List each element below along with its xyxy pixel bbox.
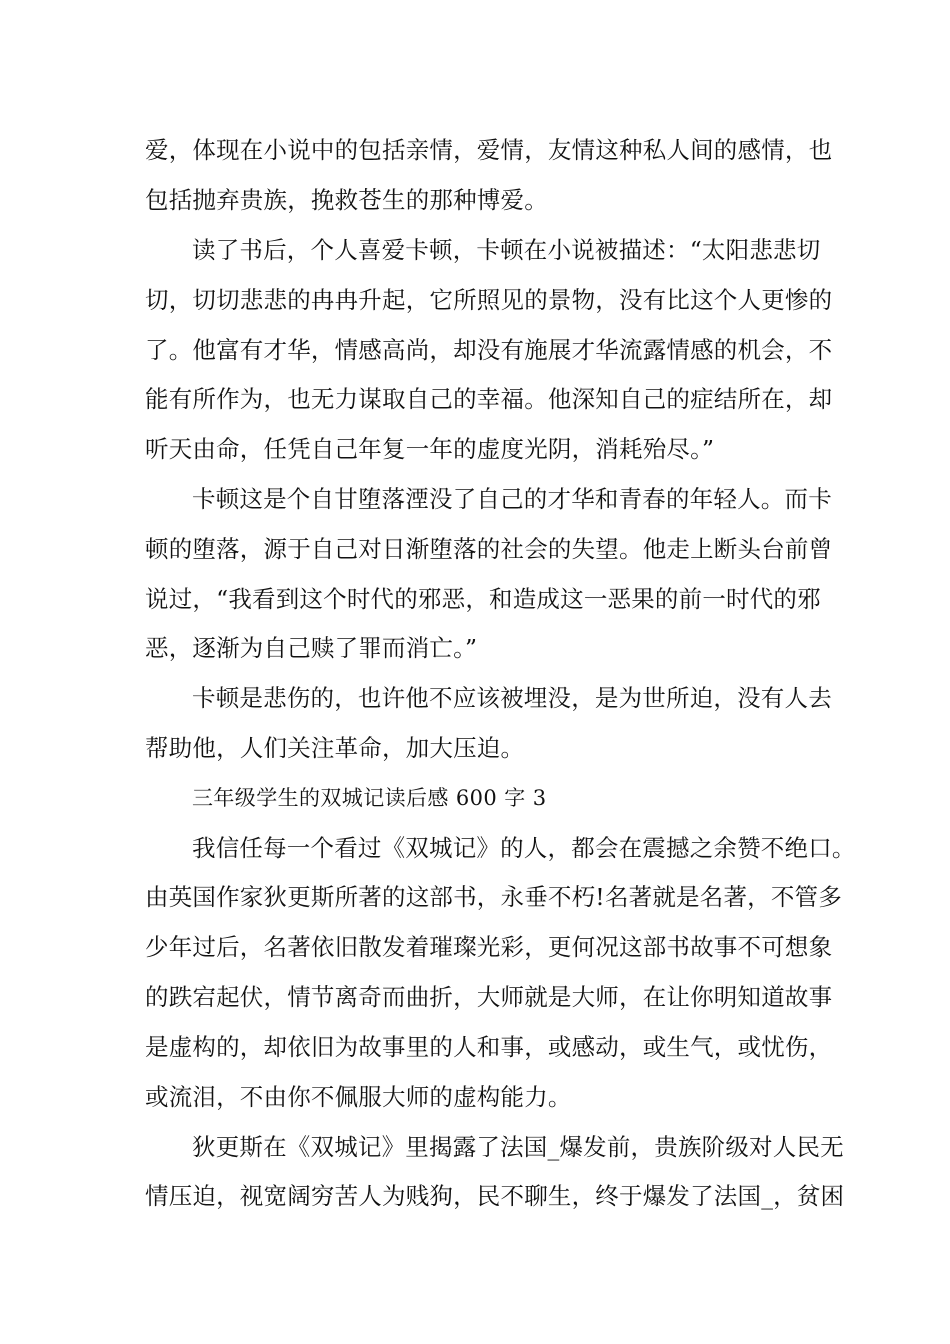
text-line: 说过，“我看到这个时代的邪恶，和造成这一恶果的前一时代的邪 <box>145 585 821 613</box>
paragraph-first-line: 卡顿是悲伤的，也许他不应该被埋没，是为世所迫，没有人去 <box>192 684 832 712</box>
text-line: 或流泪，不由你不佩服大师的虚构能力。 <box>145 1083 572 1111</box>
text-line: 帮助他，人们关注革命，加大压迫。 <box>145 734 525 762</box>
paragraph-first-line: 狄更斯在《双城记》里揭露了法国_爆发前，贵族阶级对人民无 <box>192 1133 844 1161</box>
text-line: 恶，逐渐为自己赎了罪而消亡。” <box>145 634 478 662</box>
text-line: 是虚构的，却依旧为故事里的人和事，或感动，或生气，或忧伤， <box>145 1033 833 1061</box>
text-line: 的跌宕起伏，情节离奇而曲折，大师就是大师，在让你明知道故事 <box>145 983 833 1011</box>
text-line: 切，切切悲悲的冉冉升起，它所照见的景物，没有比这个人更惨的 <box>145 286 833 314</box>
text-line: 了。他富有才华，情感高尚，却没有施展才华流露情感的机会，不 <box>145 336 833 364</box>
text-line: 爱，体现在小说中的包括亲情，爱情，友情这种私人间的感情，也 <box>145 136 833 164</box>
paragraph-first-line: 我信任每一个看过《双城记》的人，都会在震撼之余赞不绝口。 <box>192 834 856 862</box>
text-line: 少年过后，名著依旧散发着璀璨光彩，更何况这部书故事不可想象 <box>145 933 833 961</box>
text-line: 能有所作为，也无力谋取自己的幸福。他深知自己的症结所在，却 <box>145 385 833 413</box>
text-line: 顿的堕落，源于自己对日渐堕落的社会的失望。他走上断头台前曾 <box>145 535 833 563</box>
paragraph-first-line: 卡顿这是个自甘堕落湮没了自己的才华和青春的年轻人。而卡 <box>192 485 832 513</box>
text-line: 包括抛弃贵族，挽救苍生的那种博爱。 <box>145 186 548 214</box>
text-line: 由英国作家狄更斯所著的这部书，永垂不朽!名著就是名著，不管多 <box>145 883 842 911</box>
section-heading: 三年级学生的双城记读后感 600 字 3 <box>192 786 547 810</box>
text-line: 听天由命，任凭自己年复一年的虚度光阴，消耗殆尽。” <box>145 435 715 463</box>
paragraph-first-line: 读了书后，个人喜爱卡顿，卡顿在小说被描述：“太阳悲悲切 <box>192 236 821 264</box>
text-line: 情压迫，视宽阔穷苦人为贱狗，民不聊生，终于爆发了法国_，贫困 <box>145 1182 845 1210</box>
